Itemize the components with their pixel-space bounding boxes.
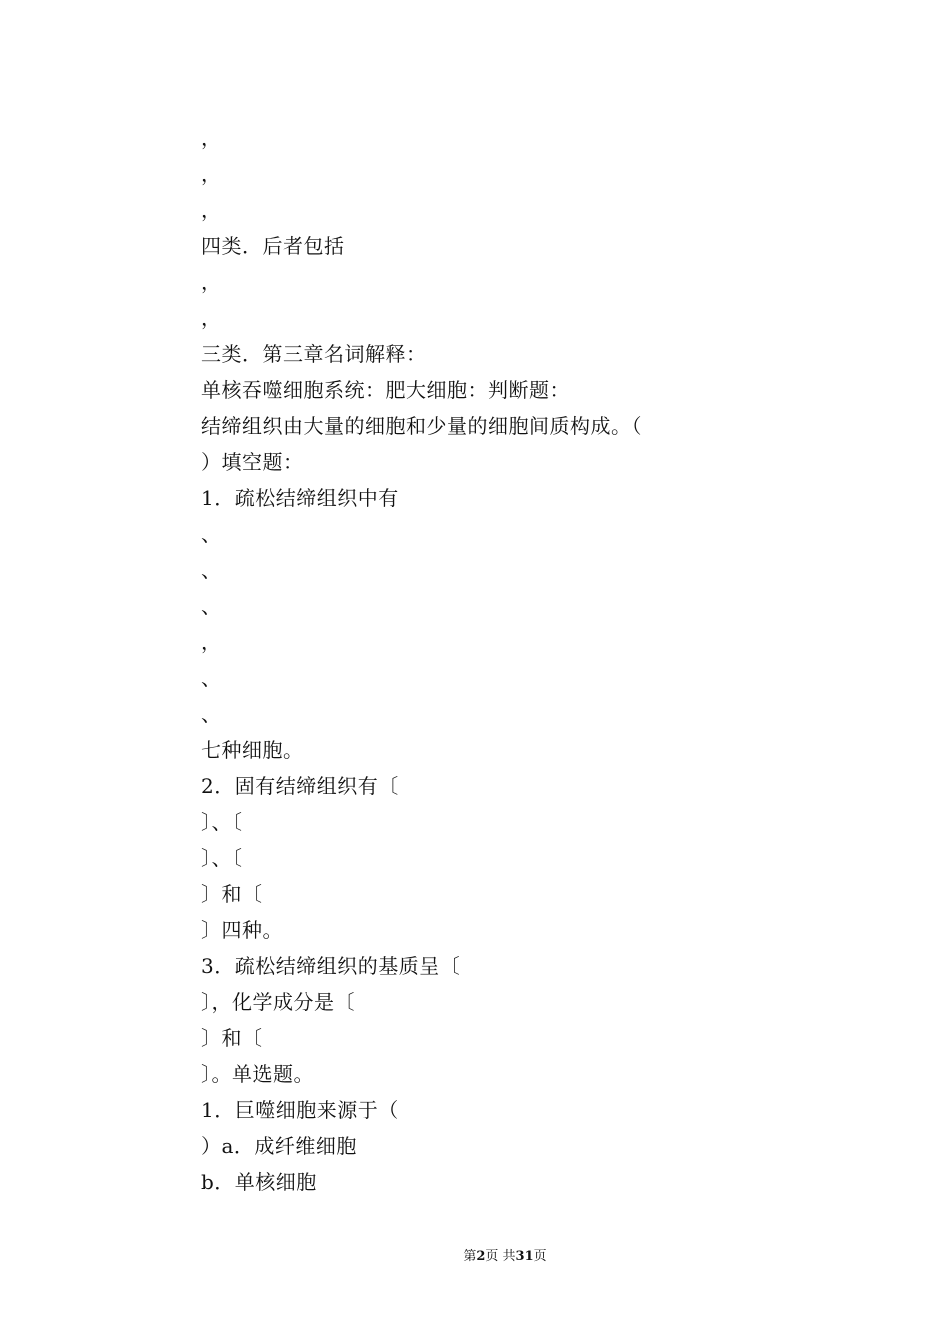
text-line: 1．巨噬细胞来源于（ bbox=[201, 1098, 399, 1122]
text-line: 2．固有结缔组织有〔 bbox=[201, 774, 399, 798]
text-line: ， bbox=[201, 630, 222, 654]
text-line: 四类．后者包括 bbox=[201, 234, 345, 258]
text-line: ， bbox=[201, 270, 222, 294]
text-line: 、 bbox=[201, 522, 222, 546]
text-line: 、 bbox=[201, 558, 222, 582]
text-line: ， bbox=[201, 162, 222, 186]
footer-prefix: 第 bbox=[463, 1249, 477, 1264]
text-line: 3．疏松结缔组织的基质呈〔 bbox=[201, 954, 461, 978]
text-line: 〕和〔 bbox=[201, 1026, 263, 1050]
text-line: ）a．成纤维细胞 bbox=[201, 1134, 357, 1158]
text-line: ， bbox=[201, 306, 222, 330]
text-line: ， bbox=[201, 126, 222, 150]
text-line: 〕，化学成分是〔 bbox=[201, 990, 355, 1014]
text-line: 七种细胞。 bbox=[201, 738, 304, 762]
footer-suffix: 页 bbox=[533, 1249, 547, 1264]
text-line: 〕四种。 bbox=[201, 918, 283, 942]
text-line: 、 bbox=[201, 702, 222, 726]
text-line: 、 bbox=[201, 666, 222, 690]
text-line: ， bbox=[201, 198, 222, 222]
text-line: 三类．第三章名词解释： bbox=[201, 342, 427, 366]
page-footer bbox=[0, 1245, 950, 1264]
document-body bbox=[201, 120, 761, 1200]
text-line: 1．疏松结缔组织中有 bbox=[201, 486, 399, 510]
text-line: 、 bbox=[201, 594, 222, 618]
text-line: 〕和〔 bbox=[201, 882, 263, 906]
text-line: ）填空题： bbox=[201, 450, 304, 474]
total-page-count: 31 bbox=[515, 1249, 534, 1264]
text-line: 单核吞噬细胞系统：肥大细胞：判断题： bbox=[201, 378, 570, 402]
footer-middle: 页 共 bbox=[485, 1249, 516, 1264]
text-line: 〕、〔 bbox=[201, 846, 243, 870]
text-line: 结缔组织由大量的细胞和少量的细胞间质构成。（ bbox=[201, 414, 642, 438]
text-line: b．单核细胞 bbox=[201, 1170, 317, 1194]
text-line: 〕、〔 bbox=[201, 810, 243, 834]
current-page-number: 2 bbox=[476, 1249, 486, 1264]
text-line: 〕。单选题。 bbox=[201, 1062, 314, 1086]
